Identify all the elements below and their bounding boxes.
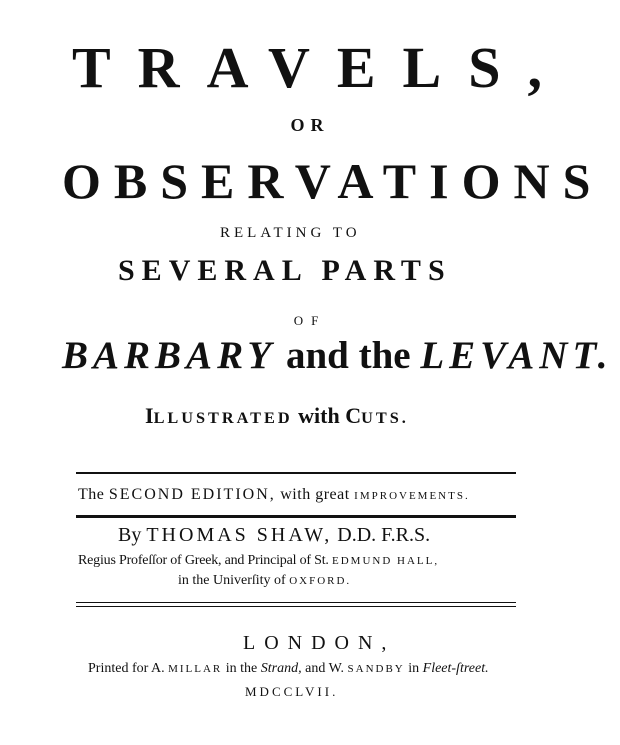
position-text: Regius Profeſſor of Greek, and Principal of St. [78,553,333,568]
title-observations: OBSERVATIONS [62,153,604,209]
title-several-parts: SEVERAL PARTS [118,254,452,287]
title-relating-to: RELATING TO [220,225,361,241]
edition-with-great: with great [275,486,355,503]
author-university [178,573,578,589]
author-line [118,524,598,547]
cuts-initial: C [345,403,362,428]
edmund-hall: EDMUND HALL, [332,555,440,567]
author-degrees: D.D. F.R.S. [332,524,431,546]
university-prefix: in the Univerſity of [178,573,290,588]
edition-text: SECOND EDITION, [108,486,276,503]
illustrated-with-cuts [145,403,545,429]
in-word: in [404,661,423,676]
illustrated-initial: I [145,403,154,428]
title-of: OF [293,313,327,328]
rule-top [76,472,516,474]
author-position [78,553,618,569]
fleet-street-word: Fleet-ſtreet. [422,661,489,676]
illustrated-rest: LLUSTRATED [153,408,293,427]
imprint-date: MDCCLVII. [245,684,339,699]
printed-for: Printed for A. [88,661,169,676]
barbary-word: BARBARY [62,334,277,377]
and-w-word: and W. [301,661,348,676]
title-or: OR [290,115,330,135]
edition-line [78,486,618,504]
sandby-name: SANDBY [347,663,405,675]
cuts-rest: UTS. [361,408,409,427]
edition-prefix: The [78,486,109,503]
title-barbary-levant [62,333,620,378]
author-name: THOMAS SHAW, [146,524,333,546]
rule-double-upper [76,602,516,603]
rule-double-lower [76,606,516,607]
with-word: with [292,403,346,428]
levant-word: LEVANT. [420,334,613,377]
title-travels: TRAVELS, [72,35,569,100]
edition-improvements: IMPROVEMENTS. [354,490,470,502]
author-by: By [118,524,147,546]
and-the-word: and the [276,334,421,377]
in-the-word: in the [222,661,261,676]
millar-name: MILLAR [168,663,223,675]
strand-word: Strand, [260,661,302,676]
oxford-word: OXFORD. [289,575,352,587]
imprint-printers [88,661,608,677]
imprint-city: LONDON, [243,632,396,654]
rule-edition [76,515,516,518]
